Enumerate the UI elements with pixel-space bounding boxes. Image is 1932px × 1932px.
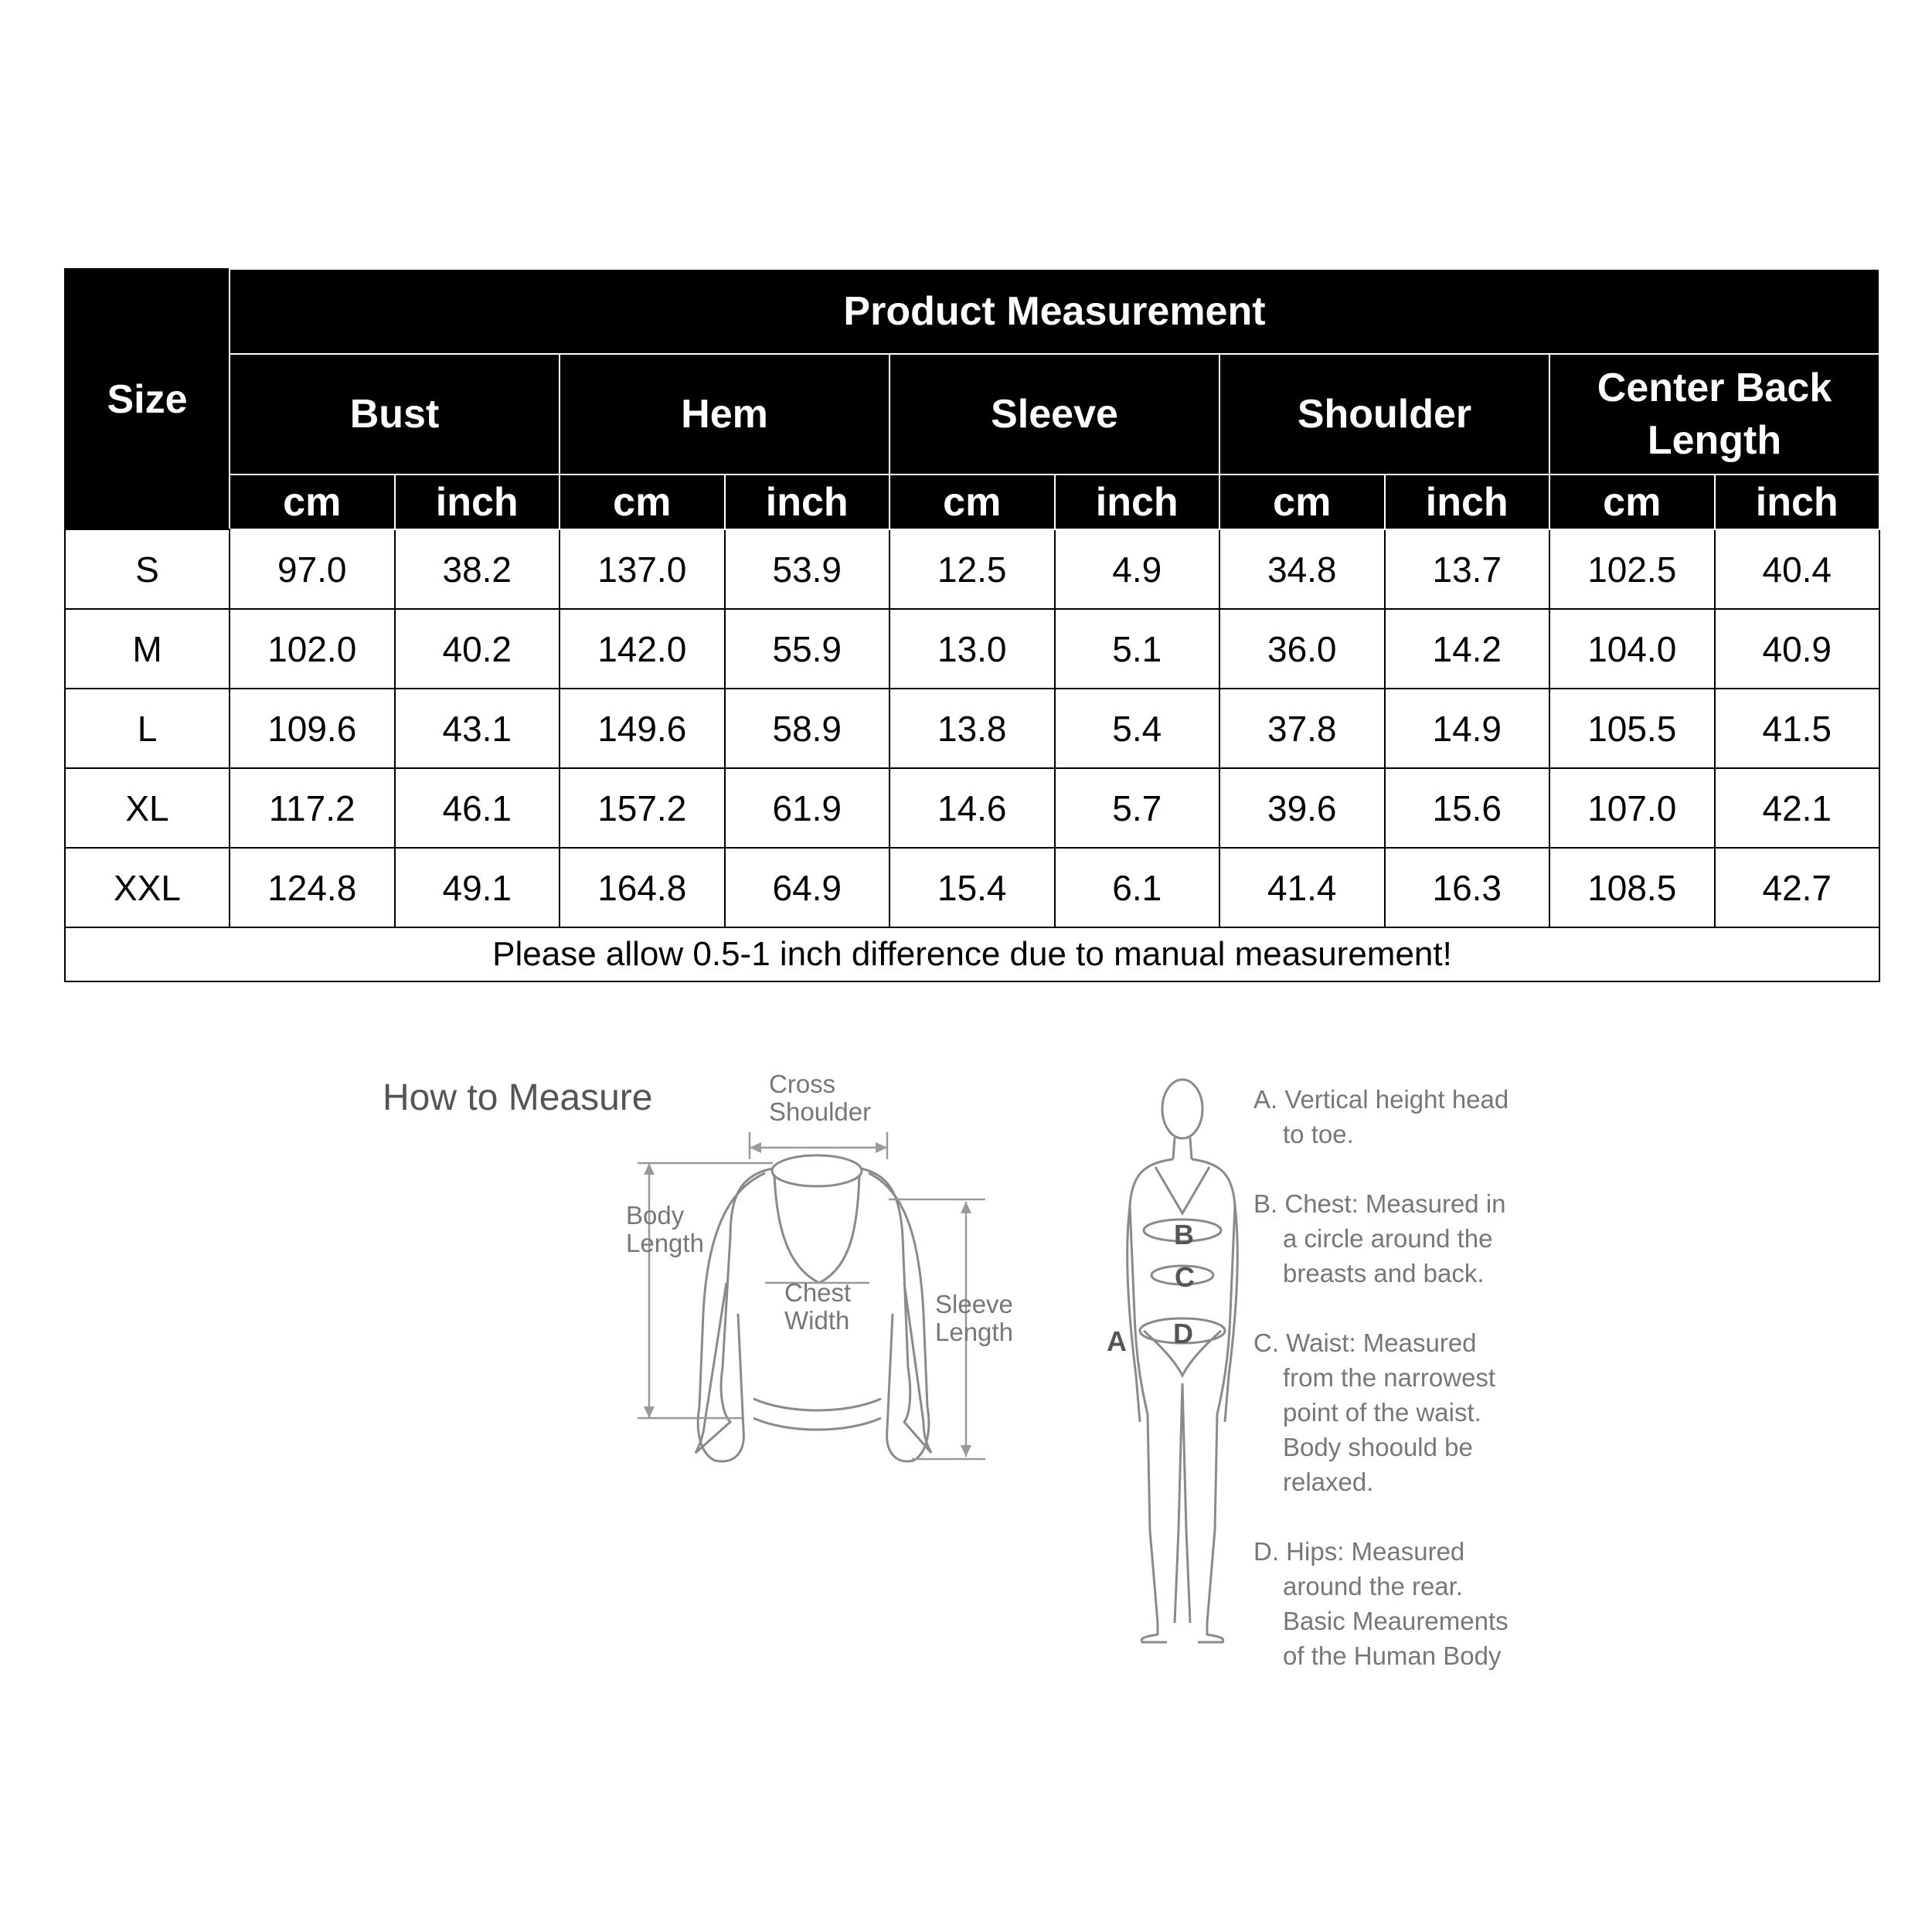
table-cell: 39.6 [1219, 768, 1385, 848]
table-cell: 53.9 [725, 529, 890, 609]
table-cell: 12.5 [889, 529, 1055, 609]
legend-item-a [1253, 1082, 1516, 1151]
table-cell: 55.9 [725, 609, 890, 689]
size-cell: L [65, 689, 230, 768]
table-cell: 15.6 [1385, 768, 1550, 848]
shoulder-header: Shoulder [1219, 354, 1549, 474]
legend-letter: C. [1253, 1328, 1279, 1357]
unit-header: inch [725, 474, 890, 529]
legend-text: Waist: Measured from the narrowest point of the waist. Body shoould be relaxed. [1283, 1328, 1496, 1496]
letter-d: D [1173, 1318, 1193, 1349]
table-cell: 46.1 [395, 768, 560, 848]
letter-b: B [1174, 1219, 1194, 1250]
unit-header: cm [1219, 474, 1385, 529]
unit-header: inch [1385, 474, 1550, 529]
table-cell: 64.9 [725, 848, 890, 927]
table-cell: 102.0 [230, 609, 395, 689]
table-cell: 109.6 [230, 689, 395, 768]
legend-text: Hips: Measured around the rear. Basic Meaurements of the Human Body [1283, 1537, 1509, 1670]
table-cell: 117.2 [230, 768, 395, 848]
table-cell: 34.8 [1219, 529, 1385, 609]
unit-header: cm [560, 474, 725, 529]
table-cell: 38.2 [395, 529, 560, 609]
size-cell: S [65, 529, 230, 609]
unit-header: inch [1715, 474, 1880, 529]
size-header: Size [65, 269, 230, 529]
unit-header: cm [889, 474, 1055, 529]
table-cell: 97.0 [230, 529, 395, 609]
chest-width-label: Chest Width [784, 1278, 852, 1335]
legend-item-c [1253, 1325, 1516, 1499]
table-cell: 4.9 [1055, 529, 1220, 609]
product-measurement-header: Product Measurement [230, 269, 1879, 354]
legend-letter: B. [1253, 1189, 1278, 1218]
table-cell: 42.1 [1715, 768, 1880, 848]
how-to-measure-title: How to Measure [383, 1077, 653, 1118]
table-cell: 149.6 [560, 689, 725, 768]
legend-text: Chest: Measured in a circle around the breasts and back. [1283, 1189, 1506, 1287]
sleeve-length-label: Sleeve Length [935, 1290, 1013, 1346]
body-length-label: Body Length [626, 1201, 704, 1257]
table-cell: 142.0 [560, 609, 725, 689]
table-cell: 5.4 [1055, 689, 1220, 768]
table-cell: 43.1 [395, 689, 560, 768]
table-cell: 14.2 [1385, 609, 1550, 689]
table-cell: 124.8 [230, 848, 395, 927]
table-cell: 42.7 [1715, 848, 1880, 927]
table-cell: 15.4 [889, 848, 1055, 927]
table-cell: 157.2 [560, 768, 725, 848]
table-cell: 107.0 [1549, 768, 1715, 848]
measurement-note: Please allow 0.5-1 inch difference due to manual measurement! [65, 927, 1879, 981]
table-cell: 105.5 [1549, 689, 1715, 768]
table-cell: 58.9 [725, 689, 890, 768]
table-cell: 137.0 [560, 529, 725, 609]
legend-item-d [1253, 1534, 1516, 1673]
letter-c: C [1175, 1261, 1195, 1293]
table-cell: 104.0 [1549, 609, 1715, 689]
table-cell: 40.2 [395, 609, 560, 689]
table-cell: 14.6 [889, 768, 1055, 848]
sleeve-header: Sleeve [889, 354, 1219, 474]
center-back-length-header: Center Back Length [1549, 354, 1879, 474]
size-cell: M [65, 609, 230, 689]
table-cell: 14.9 [1385, 689, 1550, 768]
table-cell: 41.4 [1219, 848, 1385, 927]
table-cell: 40.9 [1715, 609, 1880, 689]
table-cell: 49.1 [395, 848, 560, 927]
unit-header: cm [230, 474, 395, 529]
legend-text: Vertical height head to toe. [1283, 1085, 1509, 1148]
legend-item-b [1253, 1186, 1516, 1291]
human-figure-drawing [1128, 1080, 1238, 1642]
table-cell: 37.8 [1219, 689, 1385, 768]
table-cell: 61.9 [725, 768, 890, 848]
unit-header: cm [1549, 474, 1715, 529]
table-cell: 13.0 [889, 609, 1055, 689]
size-cell: XXL [65, 848, 230, 927]
table-cell: 102.5 [1549, 529, 1715, 609]
table-cell: 36.0 [1219, 609, 1385, 689]
hem-header: Hem [560, 354, 889, 474]
unit-header: inch [1055, 474, 1220, 529]
cross-shoulder-label: Cross Shoulder [769, 1070, 872, 1126]
table-cell: 5.7 [1055, 768, 1220, 848]
table-cell: 164.8 [560, 848, 725, 927]
table-cell: 5.1 [1055, 609, 1220, 689]
table-cell: 13.7 [1385, 529, 1550, 609]
table-cell: 40.4 [1715, 529, 1880, 609]
bust-header: Bust [230, 354, 560, 474]
table-cell: 108.5 [1549, 848, 1715, 927]
letter-a: A [1107, 1325, 1127, 1357]
size-cell: XL [65, 768, 230, 848]
table-cell: 13.8 [889, 689, 1055, 768]
table-cell: 41.5 [1715, 689, 1880, 768]
table-cell: 16.3 [1385, 848, 1550, 927]
table-cell: 6.1 [1055, 848, 1220, 927]
legend-letter: D. [1253, 1537, 1279, 1566]
unit-header: inch [395, 474, 560, 529]
legend-letter: A. [1253, 1085, 1278, 1114]
